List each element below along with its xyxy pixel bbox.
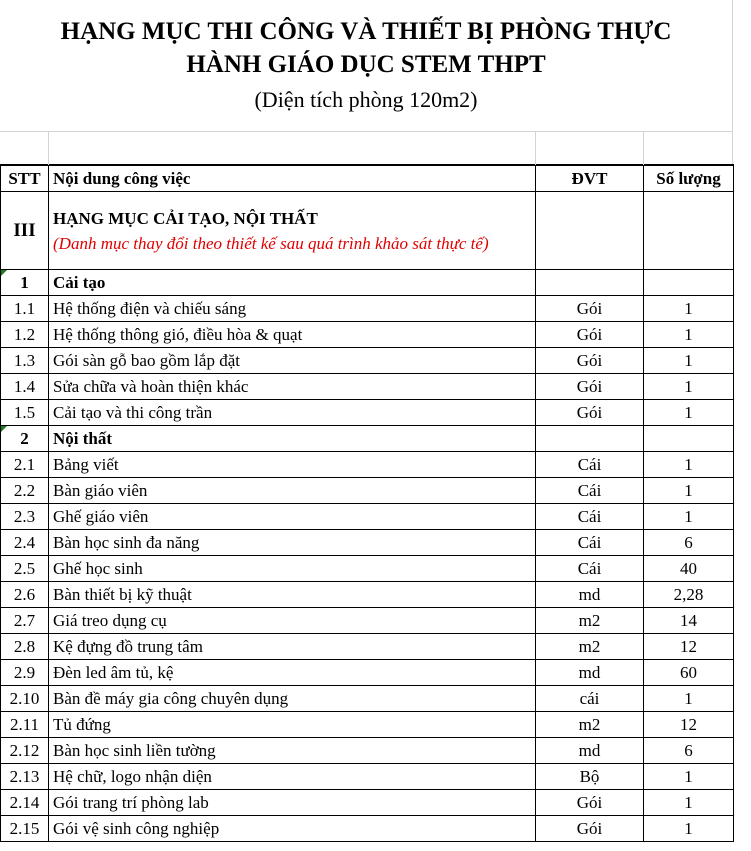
table-row (1, 296, 734, 322)
table-row (1, 660, 734, 686)
group-unit (536, 426, 644, 452)
item-unit: m2 (536, 608, 644, 634)
table-row (1, 530, 734, 556)
item-content: Bàn học sinh liền tường (49, 738, 536, 764)
table-row (1, 582, 734, 608)
group-stt: 1 (1, 270, 49, 296)
subtitle: (Diện tích phòng 120m2) (254, 87, 478, 112)
item-content: Ghế giáo viên (49, 504, 536, 530)
item-stt: 2.5 (1, 556, 49, 582)
item-unit: Gói (536, 374, 644, 400)
section-note: (Danh mục thay đổi theo thiết kế sau quá trình khảo sát thực tế) (53, 233, 489, 253)
item-stt: 2.2 (1, 478, 49, 504)
item-qty: 6 (644, 530, 734, 556)
item-content: Bàn thiết bị kỹ thuật (49, 582, 536, 608)
table-row (1, 686, 734, 712)
section-heading: HẠNG MỤC CẢI TẠO, NỘI THẤT (53, 208, 318, 228)
group-row-renovation (1, 270, 734, 296)
gridline (643, 132, 644, 165)
item-unit: Cái (536, 478, 644, 504)
blank-row (0, 131, 732, 165)
item-qty: 1 (644, 478, 734, 504)
item-content: Đèn led âm tủ, kệ (49, 660, 536, 686)
item-content: Bàn giáo viên (49, 478, 536, 504)
item-unit: md (536, 582, 644, 608)
item-content: Bàn học sinh đa năng (49, 530, 536, 556)
header-content: Nội dung công việc (49, 165, 536, 192)
item-unit: Cái (536, 452, 644, 478)
group-qty (644, 426, 734, 452)
item-content: Bàn đề máy gia công chuyên dụng (49, 686, 536, 712)
section-content (49, 192, 536, 270)
item-qty: 1 (644, 348, 734, 374)
table-row (1, 556, 734, 582)
item-stt: 1.3 (1, 348, 49, 374)
item-stt: 2.15 (1, 816, 49, 842)
title-block (0, 0, 733, 164)
item-qty: 1 (644, 686, 734, 712)
item-qty: 1 (644, 452, 734, 478)
item-content: Kệ đựng đồ trung tâm (49, 634, 536, 660)
item-unit: cái (536, 686, 644, 712)
item-unit: m2 (536, 634, 644, 660)
item-unit: Gói (536, 348, 644, 374)
section-row (1, 192, 734, 270)
group-qty (644, 270, 734, 296)
item-stt: 2.7 (1, 608, 49, 634)
table-row (1, 764, 734, 790)
item-stt: 2.3 (1, 504, 49, 530)
section-stt: III (1, 192, 49, 270)
item-qty: 40 (644, 556, 734, 582)
section-unit (536, 192, 644, 270)
item-stt: 2.14 (1, 790, 49, 816)
item-qty: 1 (644, 296, 734, 322)
item-content: Hệ chữ, logo nhận diện (49, 764, 536, 790)
item-unit: Bộ (536, 764, 644, 790)
item-content: Giá treo dụng cụ (49, 608, 536, 634)
item-unit: Gói (536, 322, 644, 348)
item-qty: 1 (644, 816, 734, 842)
table-row (1, 738, 734, 764)
table-row (1, 790, 734, 816)
title-line-1: HẠNG MỤC THI CÔNG VÀ THIẾT BỊ PHÒNG THỰC (60, 18, 672, 45)
table-row (1, 452, 734, 478)
item-content: Hệ thống thông gió, điều hòa & quạt (49, 322, 536, 348)
item-unit: Gói (536, 790, 644, 816)
item-qty: 12 (644, 634, 734, 660)
group-stt: 2 (1, 426, 49, 452)
item-unit: Cái (536, 556, 644, 582)
group-row-furniture (1, 426, 734, 452)
group-label: Nội thất (49, 426, 536, 452)
item-content: Gói vệ sinh công nghiệp (49, 816, 536, 842)
section-qty (644, 192, 734, 270)
table-row (1, 712, 734, 738)
item-stt: 2.1 (1, 452, 49, 478)
item-unit: Gói (536, 296, 644, 322)
item-stt: 1.2 (1, 322, 49, 348)
header-row (1, 165, 734, 192)
item-qty: 1 (644, 322, 734, 348)
item-content: Cải tạo và thi công trần (49, 400, 536, 426)
item-stt: 2.6 (1, 582, 49, 608)
item-unit: m2 (536, 712, 644, 738)
item-content: Gói trang trí phòng lab (49, 790, 536, 816)
item-unit: md (536, 738, 644, 764)
table-row (1, 634, 734, 660)
item-stt: 2.8 (1, 634, 49, 660)
table-row (1, 478, 734, 504)
item-content: Sửa chữa và hoàn thiện khác (49, 374, 536, 400)
item-unit: Cái (536, 504, 644, 530)
gridline (535, 132, 536, 165)
item-content: Ghế học sinh (49, 556, 536, 582)
item-stt: 1.5 (1, 400, 49, 426)
item-stt: 2.11 (1, 712, 49, 738)
item-qty: 6 (644, 738, 734, 764)
table-row (1, 348, 734, 374)
item-stt: 2.12 (1, 738, 49, 764)
item-stt: 2.9 (1, 660, 49, 686)
item-unit: Cái (536, 530, 644, 556)
group-label: Cải tạo (49, 270, 536, 296)
table-row (1, 816, 734, 842)
group-unit (536, 270, 644, 296)
item-stt: 2.10 (1, 686, 49, 712)
item-qty: 1 (644, 374, 734, 400)
item-stt: 2.4 (1, 530, 49, 556)
item-content: Gói sàn gỗ bao gồm lắp đặt (49, 348, 536, 374)
item-qty: 1 (644, 400, 734, 426)
table-row (1, 504, 734, 530)
item-qty: 1 (644, 504, 734, 530)
item-qty: 2,28 (644, 582, 734, 608)
table-row (1, 608, 734, 634)
item-qty: 12 (644, 712, 734, 738)
title-line-2: HÀNH GIÁO DỤC STEM THPT (186, 51, 546, 78)
table-row (1, 374, 734, 400)
header-unit: ĐVT (536, 165, 644, 192)
item-qty: 14 (644, 608, 734, 634)
work-items-table (0, 164, 734, 842)
header-stt: STT (1, 165, 49, 192)
item-unit: md (536, 660, 644, 686)
item-qty: 1 (644, 790, 734, 816)
table-row (1, 400, 734, 426)
item-stt: 2.13 (1, 764, 49, 790)
item-unit: Gói (536, 400, 644, 426)
header-qty: Số lượng (644, 165, 734, 192)
item-unit: Gói (536, 816, 644, 842)
item-content: Hệ thống điện và chiếu sáng (49, 296, 536, 322)
item-qty: 60 (644, 660, 734, 686)
item-stt: 1.1 (1, 296, 49, 322)
table-row (1, 322, 734, 348)
item-stt: 1.4 (1, 374, 49, 400)
gridline (48, 132, 49, 165)
item-content: Bảng viết (49, 452, 536, 478)
item-content: Tủ đứng (49, 712, 536, 738)
item-qty: 1 (644, 764, 734, 790)
